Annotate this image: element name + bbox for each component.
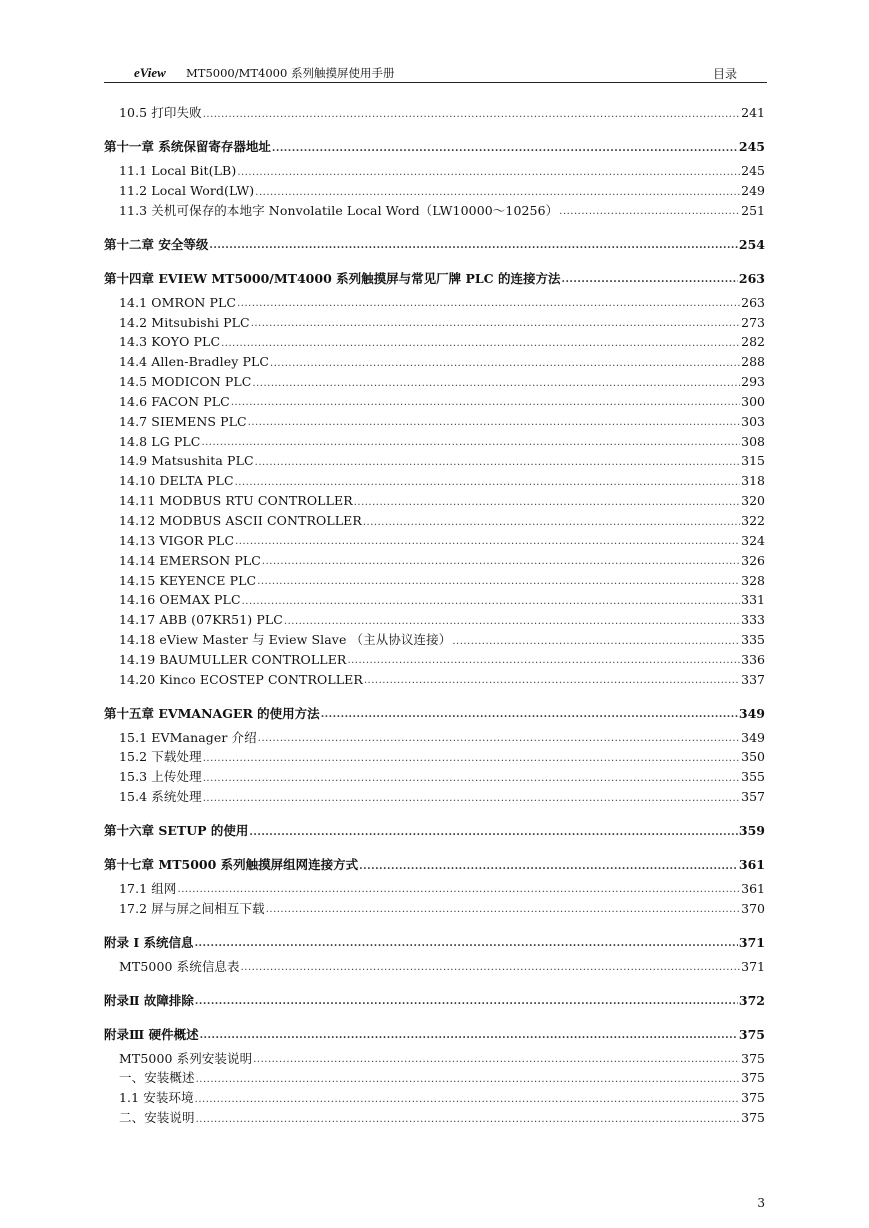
toc-entry-title: 14.11 MODBUS RTU CONTROLLER (119, 493, 353, 509)
toc-section-entry[interactable] (104, 369, 765, 389)
toc-entry-title: 第十二章 安全等级 (104, 236, 209, 252)
toc-entry-page: 335 (741, 632, 765, 648)
toc-section-entry[interactable] (104, 666, 765, 686)
toc-chapter-entry[interactable] (104, 692, 765, 720)
toc-entry-title: 14.1 OMRON PLC (119, 294, 237, 310)
toc-entry-page: 375 (741, 1070, 765, 1086)
toc-section-entry[interactable] (104, 488, 765, 508)
toc-entry-title: 14.2 Mitsubishi PLC (119, 314, 250, 330)
toc-entry-title: 一、安装概述 (119, 1070, 195, 1086)
toc-section-entry[interactable] (104, 178, 765, 198)
toc-section-entry[interactable] (104, 1065, 765, 1085)
page-header (104, 62, 767, 83)
toc-entry-title: 14.19 BAUMULLER CONTROLLER (119, 651, 347, 667)
dot-leader (257, 577, 740, 587)
toc-entry-page: 303 (741, 413, 765, 429)
dot-leader (321, 710, 738, 720)
toc-chapter-entry[interactable] (104, 126, 765, 154)
toc-entry-page: 322 (741, 513, 765, 528)
toc-entry-title: 15.4 系统处理 (119, 789, 202, 805)
toc-entry-title: 附录 I 系统信息 (104, 934, 194, 950)
toc-entry-title: 14.14 EMERSON PLC (119, 552, 261, 568)
toc-entry-page: 331 (741, 592, 765, 608)
toc-entry-title: 11.3 关机可保存的本地字 Nonvolatile Local Word（LW10000～10256） (119, 202, 559, 218)
toc-entry-page: 282 (741, 334, 765, 350)
dot-leader (266, 905, 740, 915)
dot-leader (363, 518, 740, 528)
toc-entry-page: 251 (741, 202, 765, 218)
dot-leader (255, 188, 740, 198)
toc-entry-title: 第十一章 系统保留寄存器地址 (104, 139, 271, 155)
toc-section-entry[interactable] (104, 744, 765, 764)
toc-entry-page: 349 (741, 729, 765, 745)
toc-entry-title: 14.18 eView Master 与 Eview Slave （主从协议连接） (119, 632, 452, 648)
dot-leader (241, 963, 741, 973)
dot-leader (195, 1095, 740, 1105)
toc-entry-page: 308 (741, 433, 765, 449)
toc-chapter-entry[interactable] (104, 1013, 765, 1041)
toc-entry-title: 14.7 SIEMENS PLC (119, 413, 247, 429)
toc-entry-title: 第十四章 EVIEW MT5000/MT4000 系列触摸屏与常见厂牌 PLC 的连接方法 (104, 270, 561, 286)
toc-entry-title: 11.1 Local Bit(LB) (119, 163, 237, 179)
dot-leader (559, 207, 740, 217)
toc-entry-title: 15.1 EVManager 介绍 (119, 729, 257, 745)
toc-entry-title: 14.8 LG PLC (119, 433, 201, 449)
toc-chapter-entry[interactable] (104, 844, 765, 872)
toc-section-entry[interactable] (104, 389, 765, 409)
toc-section-entry[interactable] (104, 100, 765, 120)
toc-entry-title: 第十七章 MT5000 系列触摸屏组网连接方式 (104, 857, 359, 873)
toc-entry-title: 14.6 FACON PLC (119, 393, 230, 409)
toc-entry-page: 336 (741, 651, 765, 667)
toc-section-entry[interactable] (104, 627, 765, 647)
toc-section-entry[interactable] (104, 508, 765, 528)
toc-entry-page: 371 (738, 934, 765, 950)
toc-entry-title: 第十六章 SETUP 的使用 (104, 823, 249, 839)
toc-section-entry[interactable] (104, 428, 765, 448)
toc-entry-page: 375 (741, 1110, 765, 1126)
toc-chapter-entry[interactable] (104, 810, 765, 838)
toc-entry-title: 14.5 MODICON PLC (119, 374, 252, 390)
toc-entry-page: 357 (741, 789, 765, 805)
dot-leader (203, 794, 740, 804)
toc-entry-title: 14.3 KOYO PLC (119, 334, 221, 350)
toc-entry-page: 324 (741, 532, 765, 548)
brand-name: eView (134, 65, 166, 80)
toc-entry-title: 14.16 OEMAX PLC (119, 592, 241, 608)
dot-leader (253, 1055, 740, 1065)
toc-entry-page: 245 (741, 163, 765, 179)
toc-section-entry[interactable] (104, 647, 765, 667)
toc-section-entry[interactable] (104, 876, 765, 896)
toc-section-entry[interactable] (104, 448, 765, 468)
toc-entry-page: 320 (741, 493, 765, 509)
toc-entry-page: 361 (741, 880, 765, 896)
toc-entry-page: 371 (741, 958, 765, 974)
toc-section-entry[interactable] (104, 198, 765, 218)
toc-entry-page: 333 (741, 612, 765, 628)
toc-entry-page: 375 (738, 1026, 765, 1042)
toc-entry-page: 254 (738, 236, 765, 252)
toc-entry-page: 318 (741, 473, 765, 489)
toc-section-entry[interactable] (104, 528, 765, 548)
toc-section-entry[interactable] (104, 468, 765, 488)
dot-leader (200, 1031, 738, 1041)
dot-leader (235, 478, 741, 488)
toc-entry-page: 326 (741, 552, 765, 568)
toc-entry-title: 17.2 屏与屏之间相互下载 (119, 900, 265, 916)
toc-entry-page: 249 (741, 183, 765, 199)
toc-section-entry[interactable] (104, 953, 765, 973)
dot-leader (270, 359, 740, 369)
dot-leader (195, 997, 738, 1007)
dot-leader (347, 656, 740, 666)
dot-leader (235, 537, 740, 547)
toc-section-entry[interactable] (104, 607, 765, 627)
toc-section-entry[interactable] (104, 309, 765, 329)
toc-entry-title: 附录Ⅲ 硬件概述 (104, 1026, 199, 1042)
toc-chapter-entry[interactable] (104, 979, 765, 1007)
dot-leader (221, 339, 740, 349)
toc-entry-page: 293 (741, 374, 765, 390)
toc-section-entry[interactable] (104, 784, 765, 804)
dot-leader (354, 498, 740, 508)
toc-entry-title: 14.20 Kinco ECOSTEP CONTROLLER (119, 671, 363, 687)
toc-entry-title: MT5000 系统信息表 (119, 958, 240, 974)
dot-leader (209, 241, 738, 251)
dot-leader (452, 637, 740, 647)
toc-entry-page: 288 (741, 354, 765, 370)
toc-section-entry[interactable] (104, 724, 765, 744)
toc-entry-page: 350 (741, 749, 765, 765)
dot-leader (196, 1115, 741, 1125)
toc-entry-title: 17.1 组网 (119, 880, 177, 896)
dot-leader (364, 676, 740, 686)
toc-entry-title: 10.5 打印失败 (119, 105, 202, 121)
section-name: 目录 (712, 67, 737, 81)
toc-section-entry[interactable] (104, 289, 765, 309)
toc-entry-page: 273 (741, 314, 765, 330)
toc-entry-title: 14.10 DELTA PLC (119, 473, 234, 489)
dot-leader (248, 418, 740, 428)
dot-leader (203, 774, 740, 784)
toc-section-entry[interactable] (104, 329, 765, 349)
dot-leader (196, 1075, 741, 1085)
toc-entry-title: 1.1 安装环境 (119, 1090, 194, 1106)
toc-entry-page: 372 (738, 992, 765, 1008)
toc-section-entry[interactable] (104, 895, 765, 915)
dot-leader (359, 862, 738, 872)
document-title: MT5000/MT4000 系列触摸屏使用手册 (186, 66, 395, 80)
toc-section-entry[interactable] (104, 587, 765, 607)
dot-leader (242, 597, 741, 607)
dot-leader (284, 617, 740, 627)
toc-entry-page: 245 (738, 139, 765, 155)
toc-section-entry[interactable] (104, 1105, 765, 1125)
dot-leader (237, 299, 740, 309)
table-of-contents (104, 100, 765, 1125)
toc-chapter-entry[interactable] (104, 257, 765, 285)
toc-section-entry[interactable] (104, 408, 765, 428)
toc-entry-title: 14.15 KEYENCE PLC (119, 572, 257, 588)
toc-section-entry[interactable] (104, 1045, 765, 1065)
toc-entry-page: 315 (741, 453, 765, 469)
toc-section-entry[interactable] (104, 547, 765, 567)
dot-leader (272, 144, 738, 154)
dot-leader (195, 939, 738, 949)
toc-entry-title: 14.12 MODBUS ASCII CONTROLLER (119, 513, 362, 528)
toc-section-entry[interactable] (104, 567, 765, 587)
toc-entry-page: 375 (741, 1090, 765, 1106)
dot-leader (252, 379, 740, 389)
dot-leader (561, 275, 737, 285)
toc-entry-page: 361 (738, 857, 765, 873)
toc-entry-page: 263 (741, 294, 765, 310)
toc-entry-title: 14.9 Matsushita PLC (119, 453, 254, 469)
page-number: 3 (757, 1196, 765, 1210)
toc-entry-page: 349 (738, 705, 765, 721)
toc-entry-page: 300 (741, 393, 765, 409)
dot-leader (249, 828, 738, 838)
toc-entry-title: 14.17 ABB (07KR51) PLC (119, 612, 283, 628)
toc-entry-page: 370 (741, 900, 765, 916)
toc-entry-page: 355 (741, 769, 765, 785)
toc-entry-page: 241 (741, 105, 765, 121)
toc-entry-title: 14.4 Allen-Bradley PLC (119, 354, 270, 370)
toc-entry-title: 二、安装说明 (119, 1110, 195, 1126)
dot-leader (203, 754, 740, 764)
toc-chapter-entry[interactable] (104, 921, 765, 949)
toc-entry-title: 14.13 VIGOR PLC (119, 532, 235, 548)
toc-entry-title: MT5000 系列安装说明 (119, 1050, 253, 1066)
toc-entry-title: 15.2 下载处理 (119, 749, 202, 765)
toc-entry-title: 15.3 上传处理 (119, 769, 202, 785)
dot-leader (237, 168, 740, 178)
toc-section-entry[interactable] (104, 349, 765, 369)
dot-leader (262, 557, 740, 567)
toc-entry-page: 359 (738, 823, 765, 839)
toc-section-entry[interactable] (104, 764, 765, 784)
dot-leader (255, 458, 741, 468)
toc-entry-title: 第十五章 EVMANAGER 的使用方法 (104, 705, 320, 721)
toc-entry-page: 263 (738, 270, 765, 286)
toc-chapter-entry[interactable] (104, 223, 765, 251)
dot-leader (251, 319, 740, 329)
toc-entry-title: 附录Ⅱ 故障排除 (104, 992, 194, 1008)
dot-leader (201, 438, 740, 448)
dot-leader (178, 885, 741, 895)
dot-leader (258, 734, 740, 744)
dot-leader (203, 110, 740, 120)
dot-leader (231, 398, 740, 408)
toc-section-entry[interactable] (104, 158, 765, 178)
toc-entry-title: 11.2 Local Word(LW) (119, 183, 255, 199)
toc-entry-page: 337 (741, 671, 765, 687)
toc-entry-page: 328 (741, 572, 765, 588)
toc-section-entry[interactable] (104, 1085, 765, 1105)
toc-entry-page: 375 (741, 1050, 765, 1066)
